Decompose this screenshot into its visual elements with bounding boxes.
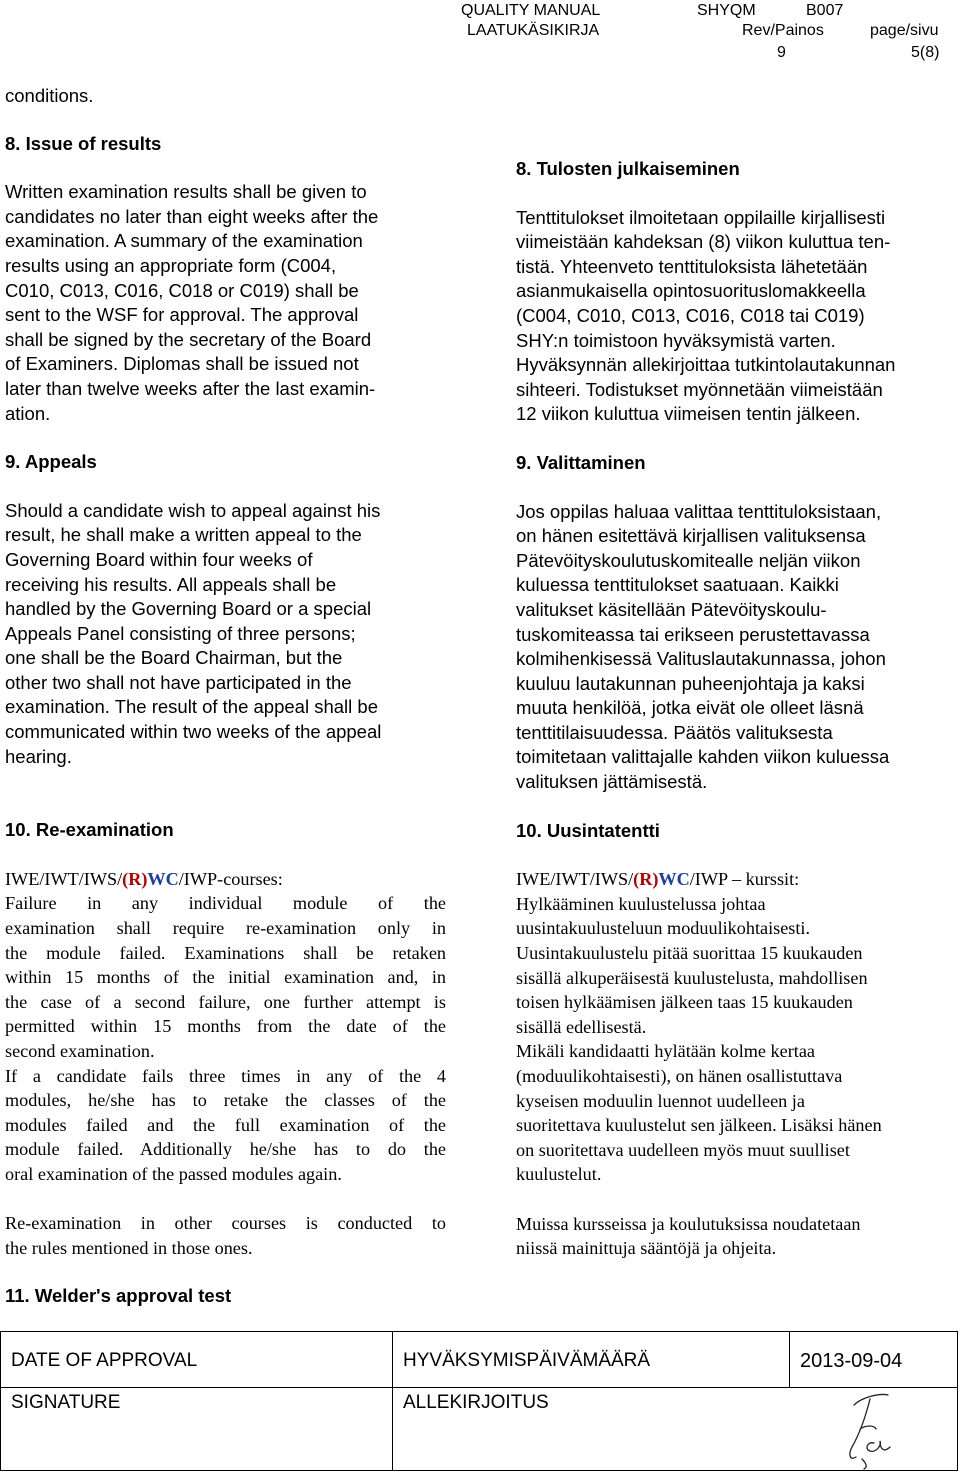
english-column [5,84,455,1309]
text-line: Pätevöityskoulutuskomitealle neljän viikon [516,549,861,571]
text-line: Appeals Panel consisting of three persons; [5,622,356,644]
text-line: ation. [5,402,51,424]
course-prefix: IWE/IWT/IWS/ [516,869,634,890]
text-line: shall be signed by the secretary of the Board [5,328,372,350]
text-line: valitukset käsitellään Pätevöityskoulu- [516,598,827,620]
course-suffix: /IWP – kurssit: [689,869,800,890]
text-line: Tenttitulokset ilmoitetaan oppilaille kirjallisesti [516,206,886,228]
text-line: muuta henkilöä, jotka eivät ole olleet läsnä [516,697,864,719]
course-list [5,867,455,892]
section-10-heading-fi: 10. Uusintatentti [516,819,660,841]
text-line: Muissa kursseissa ja koulutuksissa noudatetaan [516,1213,861,1234]
date-label-fi: HYVÄKSYMISPÄIVÄMÄÄRÄ [393,1332,790,1388]
text-line: examination shall require re-examination only in [5,918,446,939]
text-line: module failed. Additionally he/she has to do the [5,1139,446,1160]
text-line: other two shall not have participated in the [5,671,352,693]
text-line: If a candidate fails three times in any of the 4 [5,1065,446,1086]
text-line: one shall be the Board Chairman, but the [5,647,343,669]
text-line: result, he shall make a written appeal to the [5,524,362,546]
text-line: second examination. [5,1041,155,1061]
approval-table [0,1331,958,1471]
approval-date: 2013-09-04 [790,1332,958,1388]
rev-label: Rev/Painos [742,22,824,39]
section-9-body [5,499,455,770]
text-line: suoritettava kuulustelut sen jälkeen. Lisäksi hänen [516,1115,882,1136]
section-10-body [5,867,455,1261]
text-line: SHY:n toimistoon hyväksymistä varten. [516,329,836,351]
text-line: handled by the Governing Board or a special [5,598,372,620]
text-line: examination. The result of the appeal shall be [5,696,378,718]
rev-value: 9 [777,44,786,61]
text-line: tistä. Yhteenveto tenttituloksista lähetetään [516,255,868,277]
text-line: later than twelve weeks after the last examin- [5,377,376,399]
text-line: the module failed. Examinations shall be retaken [5,942,446,963]
course-wc: WC [658,869,690,890]
page-label: page/sivu [870,22,939,39]
section-8-heading-fi: 8. Tulosten julkaiseminen [516,158,740,179]
course-prefix: IWE/IWT/IWS/ [5,868,123,889]
section-8-heading: 8. Issue of results [5,132,162,154]
course-r: (R) [633,869,659,890]
laatukasikirja-label: LAATUKÄSIKIRJA [467,22,600,39]
text-line: results using an appropriate form (C004, [5,254,337,276]
text-line: Uusintakuulustelu pitää suorittaa 15 kuukauden [516,943,863,964]
text-line: C010, C013, C016, C018 or C019) shall be [5,279,359,301]
text-line: Mikäli kandidaatti hylätään kolme kertaa [516,1041,815,1062]
continuation-text: conditions. [5,85,94,106]
text-line: Should a candidate wish to appeal against his [5,499,381,521]
text-line: kuuluu lautakunnan puheenjohtaja ja kaksi [516,672,865,694]
text-line: viimeistään kahdeksan (8) viikon kuluttua ten- [516,231,891,253]
text-line: (C004, C010, C013, C016, C018 tai C019) [516,304,865,326]
text-line: oral examination of the passed modules again. [5,1163,342,1184]
section-10-heading: 10. Re-examination [5,819,174,841]
text-line: Failure in any individual module of the [5,893,446,914]
text-line: 12 viikon kuluttua viimeisen tentin jälkeen. [516,403,861,425]
text-line: permitted within 15 months from the date of the [5,1016,446,1037]
text-line: sihteeri. Todistukset myönnetään viimeistään [516,378,883,400]
signature-label-en: SIGNATURE [1,1388,393,1471]
text-line: Hylkääminen kuulustelussa johtaa [516,893,766,914]
course-r: (R) [122,868,148,889]
text-line: on hänen esitettävä kirjallisen valituksensa [516,525,866,547]
course-list-fi [516,867,956,892]
text-line: Re-examination in other courses is conducted to [5,1213,446,1234]
text-line: Governing Board within four weeks of [5,548,313,570]
page-value: 5(8) [911,44,940,61]
course-suffix: /IWP-courses: [178,868,283,889]
text-line: within 15 months of the initial examination and, in [5,967,446,988]
text-line: communicated within two weeks of the appeal [5,721,382,743]
text-line: (moduulikohtaisesti), on hänen osallistuttava [516,1066,843,1086]
text-line: sisällä edellisestä. [516,1016,647,1037]
text-line: tenttitilaisuudessa. Päätös valituksesta [516,721,833,743]
text-line: candidates no later than eight weeks after the [5,205,379,227]
quality-manual-label: QUALITY MANUAL [461,2,601,19]
section-10-body-fi [516,867,956,1261]
text-line: hearing. [5,745,72,767]
text-line: asianmukaisella opintosuorituslomakkeella [516,280,866,302]
section-9-heading-fi: 9. Valittaminen [516,451,646,473]
text-line: sent to the WSF for approval. The approval [5,304,359,326]
text-line: kolmihenkisessä Valituslautakunnassa, johon [516,648,886,670]
text-line: examination. A summary of the examination [5,230,363,252]
course-wc: WC [147,868,179,889]
page-header [0,0,960,70]
text-line: toisen hylkäämisen jälkeen taas 15 kuukauden [516,992,853,1013]
signature-label-fi: ALLEKIRJOITUS [393,1388,958,1471]
text-line: toimitetaan valittajalle kahden viikon kuluessa [516,746,890,768]
text-line: modules, he/she has to retake the classes of the [5,1090,446,1111]
text-line: kuulustelut. [516,1164,602,1185]
text-line: receiving his results. All appeals shall be [5,573,337,595]
text-line: the case of a second failure, one further attempt is [5,991,446,1012]
section-11-heading: 11. Welder's approval test [5,1285,232,1307]
text-line: on suoritettava uudelleen myös muut suulliset [516,1139,850,1160]
doc-code: SHYQM [697,2,756,19]
section-8-body-fi [516,206,956,427]
text-line: sisällä alkuperäisestä kuulustelusta, mahdollisen [516,967,868,988]
section-9-heading: 9. Appeals [5,451,97,473]
doc-number: B007 [806,2,844,19]
date-label-en: DATE OF APPROVAL [1,1332,393,1388]
text-line: niissä mainittuja sääntöjä ja ohjeita. [516,1238,777,1259]
section-8-body [5,180,455,426]
finnish-column [516,157,956,1261]
text-line: the rules mentioned in those ones. [5,1237,253,1258]
text-line: Jos oppilas haluaa valittaa tenttituloksistaan, [516,500,882,522]
text-line: modules failed and the full examination of the [5,1114,446,1135]
text-line: Written examination results shall be given to [5,181,367,203]
section-9-body-fi [516,500,956,795]
text-line: tuskomiteassa tai erikseen perustettavassa [516,623,870,645]
text-line: of Examiners. Diplomas shall be issued not [5,353,359,375]
text-line: Hyväksynnän allekirjoittaa tutkintolautakunnan [516,354,896,376]
text-line: kuluessa tenttitulokset saatuaan. Kaikki [516,574,839,596]
text-line: kyseisen moduulin luennot uudelleen ja [516,1090,805,1111]
handwritten-signature [840,1385,900,1470]
text-line: uusintakuulusteluun moduulikohtaisesti. [516,918,811,939]
text-line: valituksen jättämisestä. [516,771,708,793]
